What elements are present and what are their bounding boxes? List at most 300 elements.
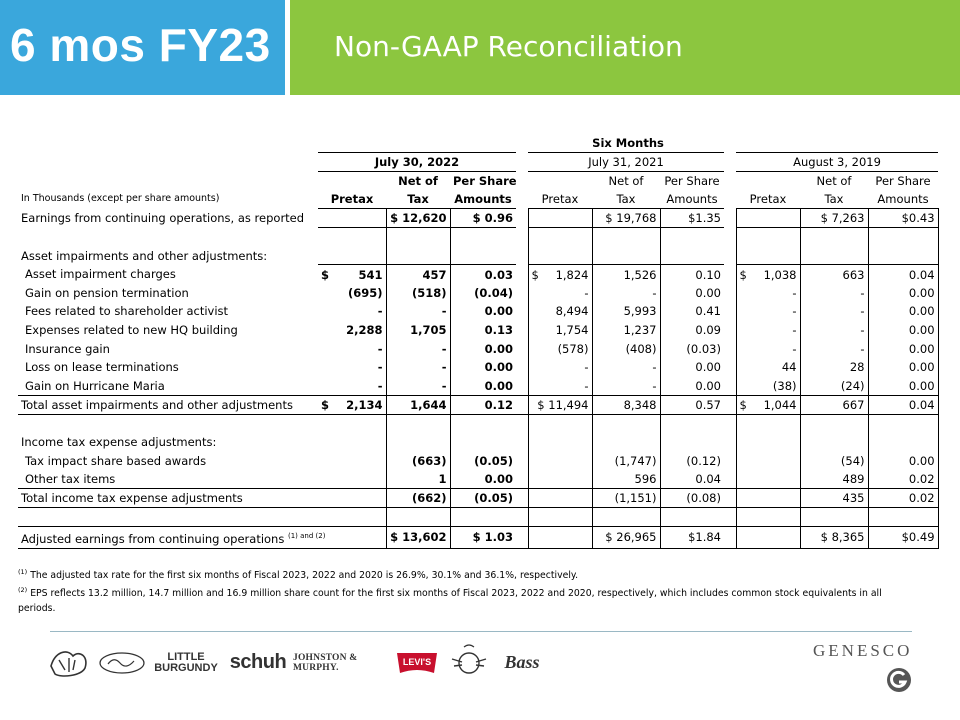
column-header: Per Share [453, 174, 517, 189]
table-cell: 0.00 [868, 339, 938, 358]
row-label [18, 284, 318, 303]
table-cell [318, 489, 386, 508]
column-header: Net of [816, 174, 852, 189]
column-spacer [724, 339, 736, 358]
table-row [18, 228, 938, 247]
table-cell: - [528, 284, 592, 303]
column-spacer [516, 414, 528, 433]
table-row [18, 489, 938, 508]
table-cell [386, 414, 450, 433]
row-label-text: Expenses related to new HQ building [25, 323, 238, 338]
table-cell: $ 541 [318, 265, 386, 284]
column-header [736, 172, 800, 191]
table-cell: (24) [800, 377, 868, 396]
table-cell [868, 433, 938, 452]
column-spacer [516, 358, 528, 377]
column-spacer [724, 246, 736, 265]
column-spacer [516, 377, 528, 396]
table-cell: 1,644 [386, 395, 450, 414]
row-label-text: Total asset impairments and other adjustments [21, 397, 293, 412]
table-row [18, 526, 938, 548]
levis-logo [395, 640, 439, 685]
column-header-top-row [18, 172, 938, 191]
table-row [18, 470, 938, 489]
svg-text:LEVI'S: LEVI'S [402, 656, 432, 667]
column-spacer [724, 470, 736, 489]
footer-divider [50, 631, 912, 632]
column-header: Tax [386, 190, 450, 209]
row-footnote-ref: (1) and (2) [288, 531, 326, 540]
table-cell: (578) [528, 339, 592, 358]
row-label-text: Gain on pension termination [25, 285, 189, 300]
table-cell [318, 228, 386, 247]
table-cell: (38) [736, 377, 800, 396]
table-cell: 1,526 [592, 265, 660, 284]
table-cell [450, 433, 516, 452]
table-cell: 0.00 [450, 302, 516, 321]
row-label-text: Asset impairment charges [25, 267, 176, 282]
table-cell: 1,754 [528, 321, 592, 340]
journeys-logo-icon [45, 640, 93, 685]
row-label [18, 265, 318, 284]
table-row [18, 414, 938, 433]
table-row [18, 358, 938, 377]
column-header: Pretax [736, 190, 800, 209]
table-row [18, 377, 938, 396]
table-cell: $ 8,365 [800, 526, 868, 548]
column-spacer [516, 433, 528, 452]
table-cell: $ 13,602 [386, 526, 450, 548]
row-label [18, 526, 326, 548]
table-cell: - [386, 377, 450, 396]
column-header: Tax [800, 190, 868, 209]
table-cell: 0.00 [868, 321, 938, 340]
table-cell [528, 451, 592, 470]
row-label-text: Earnings from continuing operations, as reported [21, 211, 305, 226]
table-cell: $1.35 [660, 209, 724, 228]
table-cell: 0.10 [660, 265, 724, 284]
table-cell: (518) [386, 284, 450, 303]
table-cell: - [377, 378, 383, 393]
row-label-text: Asset impairments and other adjustments: [21, 248, 268, 263]
table-cell: $ 1,038 [736, 265, 800, 284]
table-cell [528, 489, 592, 508]
table-cell: $ 1.03 [450, 526, 516, 548]
table-row [18, 321, 938, 340]
column-spacer [724, 228, 736, 247]
table-cell: - [592, 358, 660, 377]
table-cell: 0.04 [868, 265, 938, 284]
table-cell: 1,705 [386, 321, 450, 340]
table-cell: 0.00 [868, 302, 938, 321]
table-cell [450, 246, 516, 265]
table-cell: 8,348 [592, 395, 660, 414]
table-cell: 0.09 [660, 321, 724, 340]
table-cell [736, 414, 800, 433]
table-cell: 0.00 [868, 284, 938, 303]
column-spacer [724, 284, 736, 303]
table-cell: 8,494 [528, 302, 592, 321]
table-cell: 0.57 [660, 395, 724, 414]
table-cell [800, 414, 868, 433]
column-header [318, 172, 386, 191]
table-body [18, 134, 938, 548]
column-header [528, 172, 592, 191]
table-cell [528, 433, 592, 452]
table-row [18, 246, 938, 265]
column-spacer [724, 433, 736, 452]
table-cell [450, 414, 516, 433]
table-cell [736, 470, 800, 489]
column-spacer [516, 153, 528, 172]
table-cell [660, 228, 724, 247]
column-spacer [516, 302, 528, 321]
table-cell [318, 209, 386, 228]
bass-logo: Bass [504, 652, 540, 672]
column-spacer [516, 265, 528, 284]
column-spacer [724, 190, 736, 209]
table-cell [868, 246, 938, 265]
table-cell: 0.00 [450, 470, 516, 489]
table-cell: 1,237 [592, 321, 660, 340]
column-spacer [516, 395, 528, 414]
table-row [18, 302, 938, 321]
table-cell: 0.00 [450, 377, 516, 396]
row-label-text: Other tax items [25, 471, 116, 486]
row-label [18, 451, 318, 470]
table-cell: $1.84 [660, 526, 724, 548]
table-cell: - [592, 377, 660, 396]
table-cell: $ 26,965 [592, 526, 660, 548]
table-cell [386, 228, 450, 247]
row-label [18, 489, 318, 508]
table-cell [660, 433, 724, 452]
table-cell: - [592, 284, 660, 303]
table-cell [386, 508, 450, 527]
period-header: July 31, 2021 [528, 153, 724, 172]
table-cell: 0.00 [868, 377, 938, 396]
table-cell: $ 12,620 [386, 209, 450, 228]
table-cell: 0.02 [868, 470, 938, 489]
table-row [18, 433, 938, 452]
header-spacer [18, 172, 318, 191]
table-cell: 0.12 [450, 395, 516, 414]
table-cell: 0.13 [450, 321, 516, 340]
table-cell [736, 508, 800, 527]
table-cell [528, 246, 592, 265]
table-cell: - [377, 341, 383, 356]
table-cell: $ 11,494 [528, 395, 592, 414]
table-cell: $ 2,134 [318, 395, 386, 414]
column-spacer [724, 321, 736, 340]
table-cell: - [736, 321, 800, 340]
table-cell: $ 1,824 [528, 265, 592, 284]
table-cell: 0.00 [450, 339, 516, 358]
table-cell [528, 470, 592, 489]
table-cell [800, 508, 868, 527]
table-cell [660, 414, 724, 433]
table-cell: (54) [800, 451, 868, 470]
column-header: Amounts [660, 190, 724, 209]
table-cell [800, 228, 868, 247]
table-cell: 0.00 [660, 284, 724, 303]
column-spacer [516, 321, 528, 340]
column-spacer [516, 470, 528, 489]
table-cell: (0.04) [450, 284, 516, 303]
little-burgundy-logo: LITTLE BURGUNDY [154, 650, 218, 674]
table-cell [736, 489, 800, 508]
column-header-bottom-row [18, 190, 938, 209]
table-cell [450, 228, 516, 247]
table-row [18, 395, 938, 414]
table-cell: - [386, 302, 450, 321]
column-spacer [724, 377, 736, 396]
table-cell: 0.00 [868, 358, 938, 377]
table-cell: (0.12) [660, 451, 724, 470]
table-cell: 0.03 [450, 265, 516, 284]
column-header: Per Share [875, 174, 931, 189]
table-cell: (663) [386, 451, 450, 470]
column-header: Pretax [528, 190, 592, 209]
column-spacer [516, 172, 528, 191]
table-cell [592, 433, 660, 452]
table-cell: 435 [800, 489, 868, 508]
table-cell [528, 526, 592, 548]
period-header: July 30, 2022 [318, 153, 516, 172]
table-cell [800, 246, 868, 265]
table-cell: 489 [800, 470, 868, 489]
table-cell: 28 [800, 358, 868, 377]
table-cell: 0.04 [660, 470, 724, 489]
table-cell: (0.05) [450, 489, 516, 508]
table-cell: 596 [592, 470, 660, 489]
column-spacer [516, 284, 528, 303]
row-label-text: Loss on lease terminations [25, 360, 179, 375]
table-cell [528, 414, 592, 433]
table-cell: - [800, 302, 868, 321]
table-cell: 5,993 [592, 302, 660, 321]
table-cell: - [736, 302, 800, 321]
footnote-2: $^{(2)}$ EPS reflects 13.2 million, 14.7 million and 16.9 million share count for the first six months of Fiscal 2023, 2022 and 2020, respectively, which includes common stock equivalents in all periods. [18, 586, 882, 614]
table-cell [868, 414, 938, 433]
period-header-row [18, 153, 938, 172]
column-spacer [724, 153, 736, 172]
table-cell: (408) [592, 339, 660, 358]
column-spacer [516, 508, 528, 527]
table-cell [528, 228, 592, 247]
table-row [18, 209, 938, 228]
column-header: Amounts [868, 190, 938, 209]
table-cell: 0.41 [660, 302, 724, 321]
table-cell: (1,747) [592, 451, 660, 470]
table-cell [592, 414, 660, 433]
row-label [18, 358, 318, 377]
table-cell: 667 [800, 395, 868, 414]
column-header: Net of [608, 174, 644, 189]
row-label [18, 395, 318, 414]
table-cell [318, 433, 386, 452]
table-cell: - [377, 360, 383, 375]
column-header: Tax [592, 190, 660, 209]
table-cell [528, 508, 592, 527]
footnotes [18, 565, 918, 616]
table-cell: - [528, 377, 592, 396]
column-header: Per Share [664, 174, 720, 189]
table-cell [318, 508, 386, 527]
johnston-murphy-logo: JOHNSTON & MURPHY. [293, 652, 358, 673]
table-cell: - [736, 339, 800, 358]
column-spacer [516, 339, 528, 358]
row-label [18, 414, 318, 433]
column-spacer [516, 526, 528, 548]
column-spacer [516, 228, 528, 247]
table-cell [800, 433, 868, 452]
row-label [18, 433, 318, 452]
table-cell: - [386, 358, 450, 377]
table-cell [868, 228, 938, 247]
table-cell: 0.00 [450, 358, 516, 377]
subtitle-banner [290, 0, 960, 95]
column-spacer [724, 414, 736, 433]
column-header: Net of [398, 174, 438, 189]
table-cell: (662) [386, 489, 450, 508]
table-row [18, 265, 938, 284]
table-cell: $0.49 [868, 526, 938, 548]
table-cell: - [800, 284, 868, 303]
table-cell: 457 [386, 265, 450, 284]
row-label [18, 302, 318, 321]
table-cell: 0.02 [868, 489, 938, 508]
column-spacer [724, 489, 736, 508]
column-spacer [516, 209, 528, 228]
reconciliation-table [18, 134, 939, 549]
header-spacer [18, 153, 318, 172]
row-label-text: Income tax expense adjustments: [21, 435, 217, 450]
column-spacer [724, 172, 736, 191]
footnote-1: $^{(1)}$ The adjusted tax rate for the first six months of Fiscal 2023, 2022 and 2020 is 26.9%, 30.1% and 36.1%, respectively. [18, 568, 579, 581]
column-spacer [724, 302, 736, 321]
row-label [18, 228, 318, 247]
little-burgundy-kids-logo-icon [97, 640, 147, 685]
column-header: Pretax [318, 190, 386, 209]
row-label-text: Total income tax expense adjustments [21, 491, 243, 505]
table-cell: - [528, 358, 592, 377]
table-cell [868, 508, 938, 527]
table-cell [592, 228, 660, 247]
row-label [18, 246, 318, 265]
table-cell: (0.03) [660, 339, 724, 358]
table-cell [450, 508, 516, 527]
header-spacer [18, 134, 318, 153]
table-cell: $ 7,263 [800, 209, 868, 228]
row-label-text: Tax impact share based awards [25, 453, 207, 468]
column-spacer [724, 508, 736, 527]
table-cell: $ 1,044 [736, 395, 800, 414]
table-cell [660, 246, 724, 265]
column-spacer [724, 209, 736, 228]
table-cell [660, 508, 724, 527]
table-cell: 0.04 [868, 395, 938, 414]
row-label [18, 508, 318, 527]
brand-logos [45, 640, 565, 685]
table-cell: 663 [800, 265, 868, 284]
column-spacer [516, 246, 528, 265]
table-cell [592, 246, 660, 265]
units-label: In Thousands (except per share amounts) [21, 193, 220, 205]
genesco-g-icon [886, 667, 912, 698]
table-cell [592, 508, 660, 527]
table-cell [386, 433, 450, 452]
table-cell: - [386, 339, 450, 358]
column-spacer [516, 489, 528, 508]
table-cell [736, 451, 800, 470]
row-label [18, 321, 318, 340]
table-cell: (1,151) [592, 489, 660, 508]
table-cell: 0.00 [660, 377, 724, 396]
group-header-row [18, 134, 938, 153]
table-cell [528, 209, 592, 228]
table-cell: 44 [736, 358, 800, 377]
column-spacer [724, 395, 736, 414]
table-cell: 0.00 [868, 451, 938, 470]
table-cell: - [736, 284, 800, 303]
schuh-logo: schuh [229, 651, 287, 673]
group-header: Six Months [592, 136, 664, 151]
table-row [18, 508, 938, 527]
table-cell: $ 19,768 [592, 209, 660, 228]
column-spacer [516, 451, 528, 470]
column-spacer [724, 358, 736, 377]
row-label [18, 339, 318, 358]
column-spacer [724, 265, 736, 284]
table-cell [736, 433, 800, 452]
row-label [18, 209, 318, 228]
table-cell [318, 414, 386, 433]
row-label-text: Adjusted earnings from continuing operations [21, 531, 285, 546]
table-cell: 1 [386, 470, 450, 489]
table-cell [736, 526, 800, 548]
row-label-text: Gain on Hurricane Maria [25, 378, 165, 393]
title-banner [0, 0, 285, 95]
page-title: 6 mos FY23 [10, 19, 271, 71]
table-cell: - [800, 339, 868, 358]
dockers-logo-icon [449, 640, 489, 685]
row-label-text: Fees related to shareholder activist [25, 304, 229, 319]
table-cell: (0.05) [450, 451, 516, 470]
row-label [18, 377, 318, 396]
row-label-text: Insurance gain [25, 341, 110, 356]
table-cell [318, 526, 386, 548]
table-cell: $ 0.96 [450, 209, 516, 228]
page-subtitle: Non-GAAP Reconciliation [334, 30, 683, 63]
table-cell: 0.00 [660, 358, 724, 377]
table-cell [736, 228, 800, 247]
table-cell: $0.43 [868, 209, 938, 228]
table-row [18, 451, 938, 470]
table-cell [318, 470, 386, 489]
column-spacer [724, 451, 736, 470]
genesco-logo: GENESCO [813, 641, 913, 660]
column-spacer [516, 190, 528, 209]
column-header: Amounts [450, 190, 516, 209]
table-cell [318, 451, 386, 470]
row-label [18, 470, 318, 489]
column-spacer [724, 526, 736, 548]
table-row [18, 284, 938, 303]
table-cell: (0.08) [660, 489, 724, 508]
period-header: August 3, 2019 [736, 153, 938, 172]
table-cell [318, 246, 386, 265]
